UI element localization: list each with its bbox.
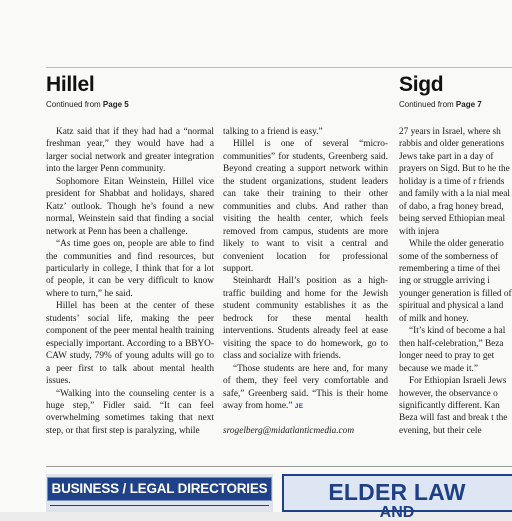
continued-page: Page 7 [455,100,482,109]
section-divider [46,466,512,467]
paragraph: Steinhardt Hall’s position as a high-traffic building and home for the Jewish student community establishes it as the bedrock for these mental health interventions. Students already feel at ease visiting the space to do homework, go to class and socialize with friends. [223,276,388,362]
paragraph: Hillel has been at the center of these students’ social life, making the peer component of the peer mental health training especially important. According to a BBYO-CAW study, 79% of young adults will go to a peer first to talk about mental health issues. [46,301,214,387]
directories-ad-rule [50,505,269,506]
paragraph: Sophomore Eitan Weinstein, Hillel vice president for Shabbat and holidays, shared Katz’ outlook. Though he’s found a new normal, Weinstein said that finding a social network at Penn has been a challenge. [46,176,214,237]
continued-page: Page 5 [102,100,129,109]
paragraph: “It’s kind of become a hal then half-celebration,” Beza longer need to pray to get because we made it.” [399,326,506,374]
sigd-heading: Sigd [399,73,444,96]
author-email[interactable]: srogelberg@midatlanticmedia.com [223,426,355,437]
paragraph: For Ethiopian Israeli Jews however, the observance o significantly different. Kan Beza will fast and break t the evening, but their cele [399,376,508,436]
paragraph [223,363,388,414]
elder-law-ad-subtitle: AND [379,504,415,521]
sigd-continued-line [399,100,482,109]
sigd-column [399,126,512,437]
paragraph-text: “Those students are here and, for many of them, they feel very comfortable and safe,” Greenberg said. “This is their home away from home.” [223,363,388,411]
paragraph: “Walking into the counseling center is a huge step,” Fidler said. “It can feel overwhelming sometimes taking that next step, or that first step is paralyzing, while [46,388,214,436]
end-mark: JE [294,402,304,410]
directories-ad-title: BUSINESS / LEGAL DIRECTORIES [47,477,272,501]
paragraph: While the older generatio some of the somberness of remembering a time of thei ing or struggle arriving i younger generation is filled of spiritual and physical a land of milk and honey. [399,239,512,324]
paragraph: “As time goes on, people are able to find the communities and find resources, but particularly in college, I think that for a lot of people, it can be very difficult to know where to turn,” he said. [46,239,214,299]
paragraph: 27 years in Israel, where sh rabbis and older generations Jews take part in a day of prayers on Sigd. But to he the holiday is a time of r friends and family with a la nial meal of dabo, a frag honey bread, being served Ethiopian meal with injera [399,127,511,237]
elder-law-ad-title: ELDER LAW [328,479,466,505]
hillel-heading: Hillel [46,73,95,96]
continued-prefix: Continued from [46,100,103,109]
hillel-column-2 [223,126,388,438]
paragraph: Hillel is one of several “micro-communities” for students, Greenberg said. Beyond creating a support network within the student organizations, student leaders can take their training to their other communities and clubs. And rather than visiting the health center, which feels removed from campus, students are more likely to want to visit a central and convenient location for professional support. [223,139,388,274]
hillel-continued-line [46,100,129,109]
continued-prefix: Continued from [399,100,456,109]
hillel-column-1 [46,126,214,437]
paragraph: Katz said that if they had had a “normal freshman year,” they would have had a larger social network and greater integration into the larger Penn community. [46,127,214,175]
paragraph: talking to a friend is easy.” [223,127,323,137]
top-rule [46,67,512,68]
